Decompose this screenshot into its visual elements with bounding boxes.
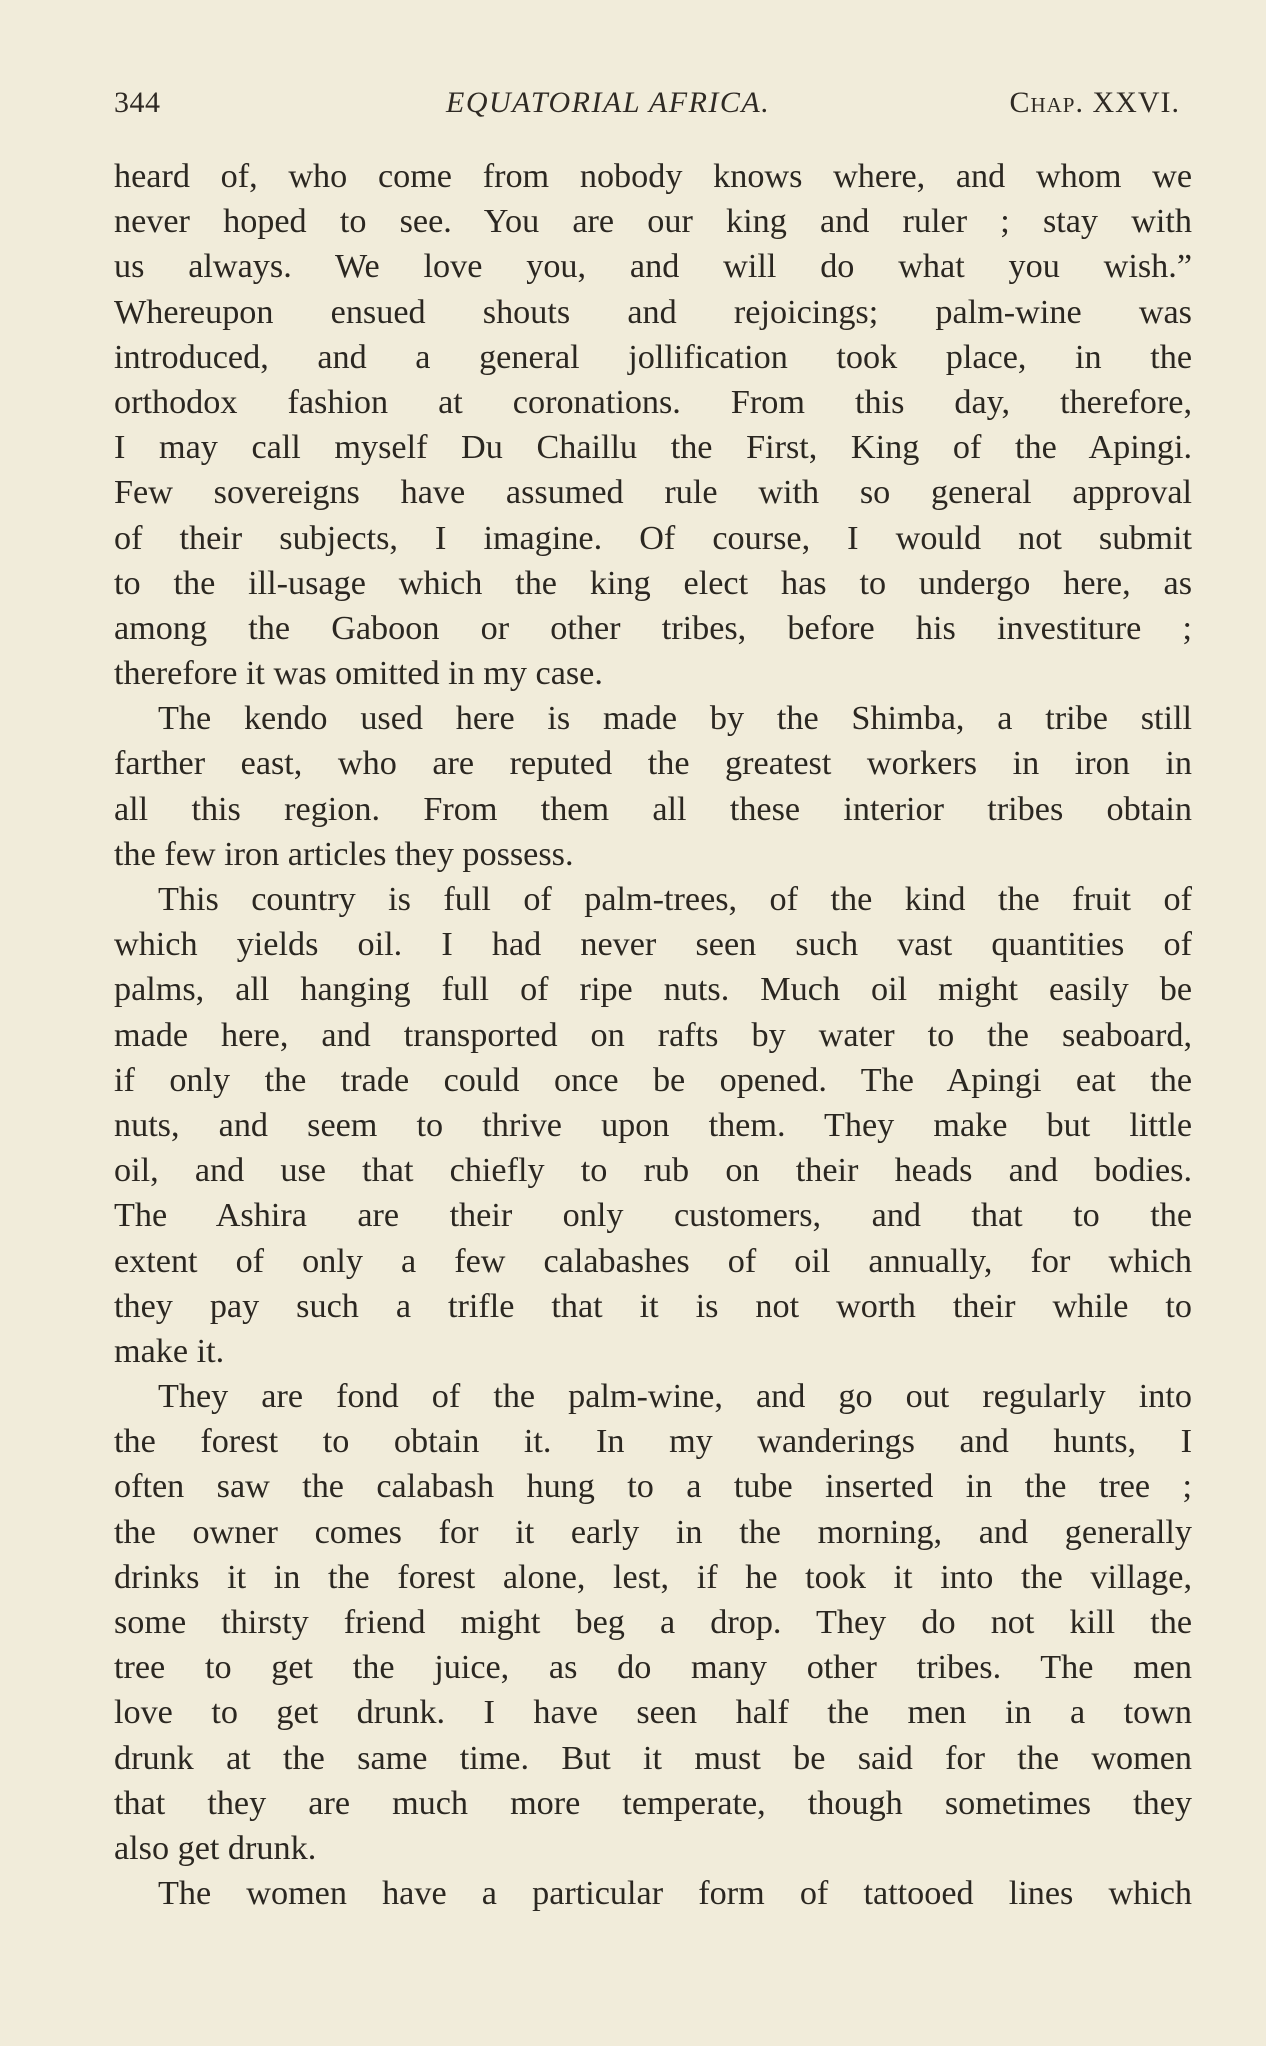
text-line: some thirsty friend might beg a drop. They do not kill the <box>114 1604 1192 1641</box>
text-line: among the Gaboon or other tribes, before his investiture ; <box>114 609 1192 647</box>
chapter-prefix: Chap. <box>1009 86 1084 119</box>
text-line: oil, and use that chiefly to rub on their heads and bodies. <box>114 1152 1192 1190</box>
text-line: The Ashira are their only customers, and that to the <box>114 1197 1192 1235</box>
text-line: if only the trade could once be opened. The Apingi eat the <box>114 1061 1192 1099</box>
text-line: us always. We love you, and will do what you wish.” <box>114 248 1192 286</box>
text-line: Few sovereigns have assumed rule with so general approval <box>114 474 1192 512</box>
text-line: The kendo used here is made by the Shimba, a tribe still <box>158 700 1192 738</box>
text-line: orthodox fashion at coronations. From this day, therefore, <box>114 383 1192 421</box>
text-line: They are fond of the palm-wine, and go out regularly into <box>158 1378 1192 1416</box>
text-line: therefore it was omitted in my case. <box>114 655 603 693</box>
text-line: I may call myself Du Chaillu the First, King of the Apingi. <box>114 429 1192 467</box>
text-line: of their subjects, I imagine. Of course, I would not submit <box>114 519 1192 557</box>
text-line: made here, and transported on rafts by water to the seaboard, <box>114 1016 1192 1054</box>
text-line: often saw the calabash hung to a tube inserted in the tree ; <box>114 1468 1192 1506</box>
text-line: drinks it in the forest alone, lest, if he took it into the village, <box>114 1558 1192 1596</box>
text-line: also get drunk. <box>114 1829 317 1867</box>
body-text <box>114 154 1192 1916</box>
chapter-label <box>1009 86 1180 120</box>
chapter-number: XXVI. <box>1092 86 1180 119</box>
text-line: The women have a particular form of tattooed lines which <box>158 1875 1192 1913</box>
running-title: EQUATORIAL AFRICA. <box>446 86 771 119</box>
text-line: palms, all hanging full of ripe nuts. Much oil might easily be <box>114 971 1192 1009</box>
text-line: extent of only a few calabashes of oil annually, for which <box>114 1242 1192 1280</box>
text-line: Whereupon ensued shouts and rejoicings; palm-wine was <box>114 293 1192 331</box>
text-line: to the ill-usage which the king elect has to undergo here, as <box>114 564 1192 602</box>
text-line: heard of, who come from nobody knows where, and whom we <box>114 158 1192 195</box>
text-line: the owner comes for it early in the morning, and generally <box>114 1513 1192 1551</box>
text-line: farther east, who are reputed the greatest workers in iron in <box>114 745 1192 783</box>
text-line: nuts, and seem to thrive upon them. They make but little <box>114 1106 1192 1144</box>
text-line: that they are much more temperate, though sometimes they <box>114 1784 1192 1822</box>
text-line: tree to get the juice, as do many other tribes. The men <box>114 1649 1192 1687</box>
text-line: the few iron articles they possess. <box>114 835 574 873</box>
text-line: introduced, and a general jollification took place, in the <box>114 338 1192 376</box>
running-header <box>114 86 1180 136</box>
text-line: the forest to obtain it. In my wanderings and hunts, I <box>114 1423 1192 1461</box>
text-line: never hoped to see. You are our king and ruler ; stay with <box>114 203 1192 241</box>
text-line: This country is full of palm-trees, of the kind the fruit of <box>158 881 1192 918</box>
text-line: all this region. From them all these interior tribes obtain <box>114 790 1192 828</box>
text-line: make it. <box>114 1332 225 1370</box>
text-line: which yields oil. I had never seen such vast quantities of <box>114 926 1192 964</box>
text-line: drunk at the same time. But it must be said for the women <box>114 1739 1192 1777</box>
text-line: they pay such a trifle that it is not worth their while to <box>114 1287 1192 1325</box>
page-number: 344 <box>114 86 161 119</box>
text-line: love to get drunk. I have seen half the men in a town <box>114 1694 1192 1732</box>
